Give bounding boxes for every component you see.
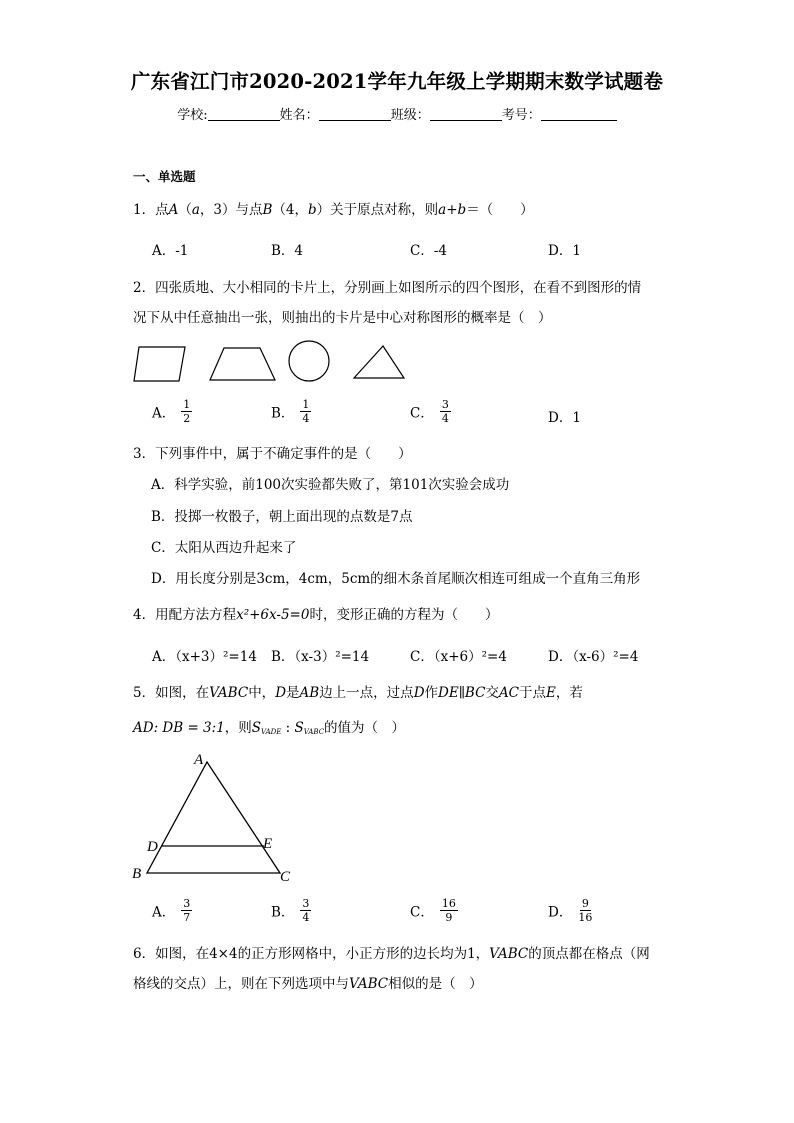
exam-no-blank[interactable] xyxy=(541,108,617,121)
question-6-line-1: 6．如图，在4×4的正方形网格中，小正方形的边长均为1，VABC的顶点都在格点（网 xyxy=(133,946,650,962)
q5-option-d[interactable]: D． $\frac{9}{16}$ xyxy=(548,897,593,924)
q4-option-c[interactable]: C．（x+6）²=4 xyxy=(410,649,507,665)
q3-option-d[interactable]: D．用长度分别是3cm，4cm，5cm的细木条首尾顺次相连可组成一个直角三角形 xyxy=(151,571,641,587)
q2-shapes-figure xyxy=(130,338,420,386)
question-2-line-2: 况下从中任意抽出一张，则抽出的卡片是中心对称图形的概率是（ ） xyxy=(133,310,552,326)
q1-option-c[interactable]: C．-4 xyxy=(410,243,447,259)
q5-option-c[interactable]: C． $\frac{16}{9}$ xyxy=(410,897,456,924)
question-4-stem: 4．用配方法方程x²+6x-5=0时，变形正确的方程为（ ） xyxy=(133,607,499,623)
class-label: 班级： xyxy=(390,108,430,123)
q2-option-c[interactable]: C． $\frac{3}{4}$ xyxy=(410,398,449,425)
q3-option-c[interactable]: C．太阳从西边升起来了 xyxy=(151,540,297,556)
triangle-abc xyxy=(147,762,280,873)
page-title: 广东省江门市2020-2021学年九年级上学期期末数学试题卷 xyxy=(130,70,664,93)
question-3-stem: 3．下列事件中，属于不确定事件的是（ ） xyxy=(133,446,412,462)
q2-option-b[interactable]: B． $\frac{1}{4}$ xyxy=(271,398,310,425)
vertex-a-label: A xyxy=(194,752,204,768)
q5-triangle-figure xyxy=(128,750,298,886)
question-5-line-2: AD: DB = 3:1，则$S_{VADE}$ : $S_{VABC}$的值为（ ） xyxy=(133,720,406,736)
vertex-c-label: C xyxy=(280,869,291,885)
student-info-line xyxy=(0,104,794,123)
q4-option-b[interactable]: B．（x-3）²=14 xyxy=(271,649,370,665)
q3-option-a[interactable]: A．科学实验，前100次实验都失败了，第101次实验会成功 xyxy=(151,477,510,493)
q2-option-a[interactable]: A． $\frac{1}{2}$ xyxy=(152,398,191,425)
point-d-label: D xyxy=(147,839,158,855)
name-blank[interactable] xyxy=(319,108,391,121)
q4-option-d[interactable]: D．（x-6）²=4 xyxy=(548,649,639,665)
q2-option-d[interactable]: D．1 xyxy=(548,410,581,426)
question-6-line-2: 格线的交点）上，则在下列选项中与VABC相似的是（ ） xyxy=(133,976,483,992)
q4-option-a[interactable]: A．（x+3）²=14 xyxy=(152,649,257,665)
q1-option-a[interactable]: A．-1 xyxy=(152,243,189,259)
circle-shape xyxy=(289,341,329,381)
section-title: 一、单选题 xyxy=(133,169,196,184)
trapezoid-shape xyxy=(210,348,275,380)
q3-option-b[interactable]: B．投掷一枚骰子，朝上面出现的点数是7点 xyxy=(151,509,413,525)
question-1-stem: 1．点A（a，3）与点B（4，b）关于原点对称，则a+b＝（ ） xyxy=(133,202,534,218)
q1-option-b[interactable]: B．4 xyxy=(271,243,304,259)
exam-no-label: 考号： xyxy=(501,108,541,123)
point-e-label: E xyxy=(263,836,273,852)
parallelogram-shape xyxy=(134,347,185,381)
class-blank[interactable] xyxy=(430,108,502,121)
question-2-line-1: 2．四张质地、大小相同的卡片上，分别画上如图所示的四个图形，在看不到图形的情 xyxy=(133,280,642,296)
q5-option-a[interactable]: A． $\frac{3}{7}$ xyxy=(152,897,191,924)
q5-option-b[interactable]: B． $\frac{3}{4}$ xyxy=(271,897,310,924)
triangle-shape xyxy=(354,346,404,378)
school-blank[interactable] xyxy=(208,108,280,121)
q1-option-d[interactable]: D．1 xyxy=(548,243,581,259)
name-label: 姓名： xyxy=(279,108,319,123)
school-label: 学校: xyxy=(177,108,208,123)
question-5-line-1: 5．如图，在VABC中，D是AB边上一点，过点D作DE∥BC交AC于点E，若 xyxy=(133,685,583,701)
vertex-b-label: B xyxy=(132,866,142,882)
